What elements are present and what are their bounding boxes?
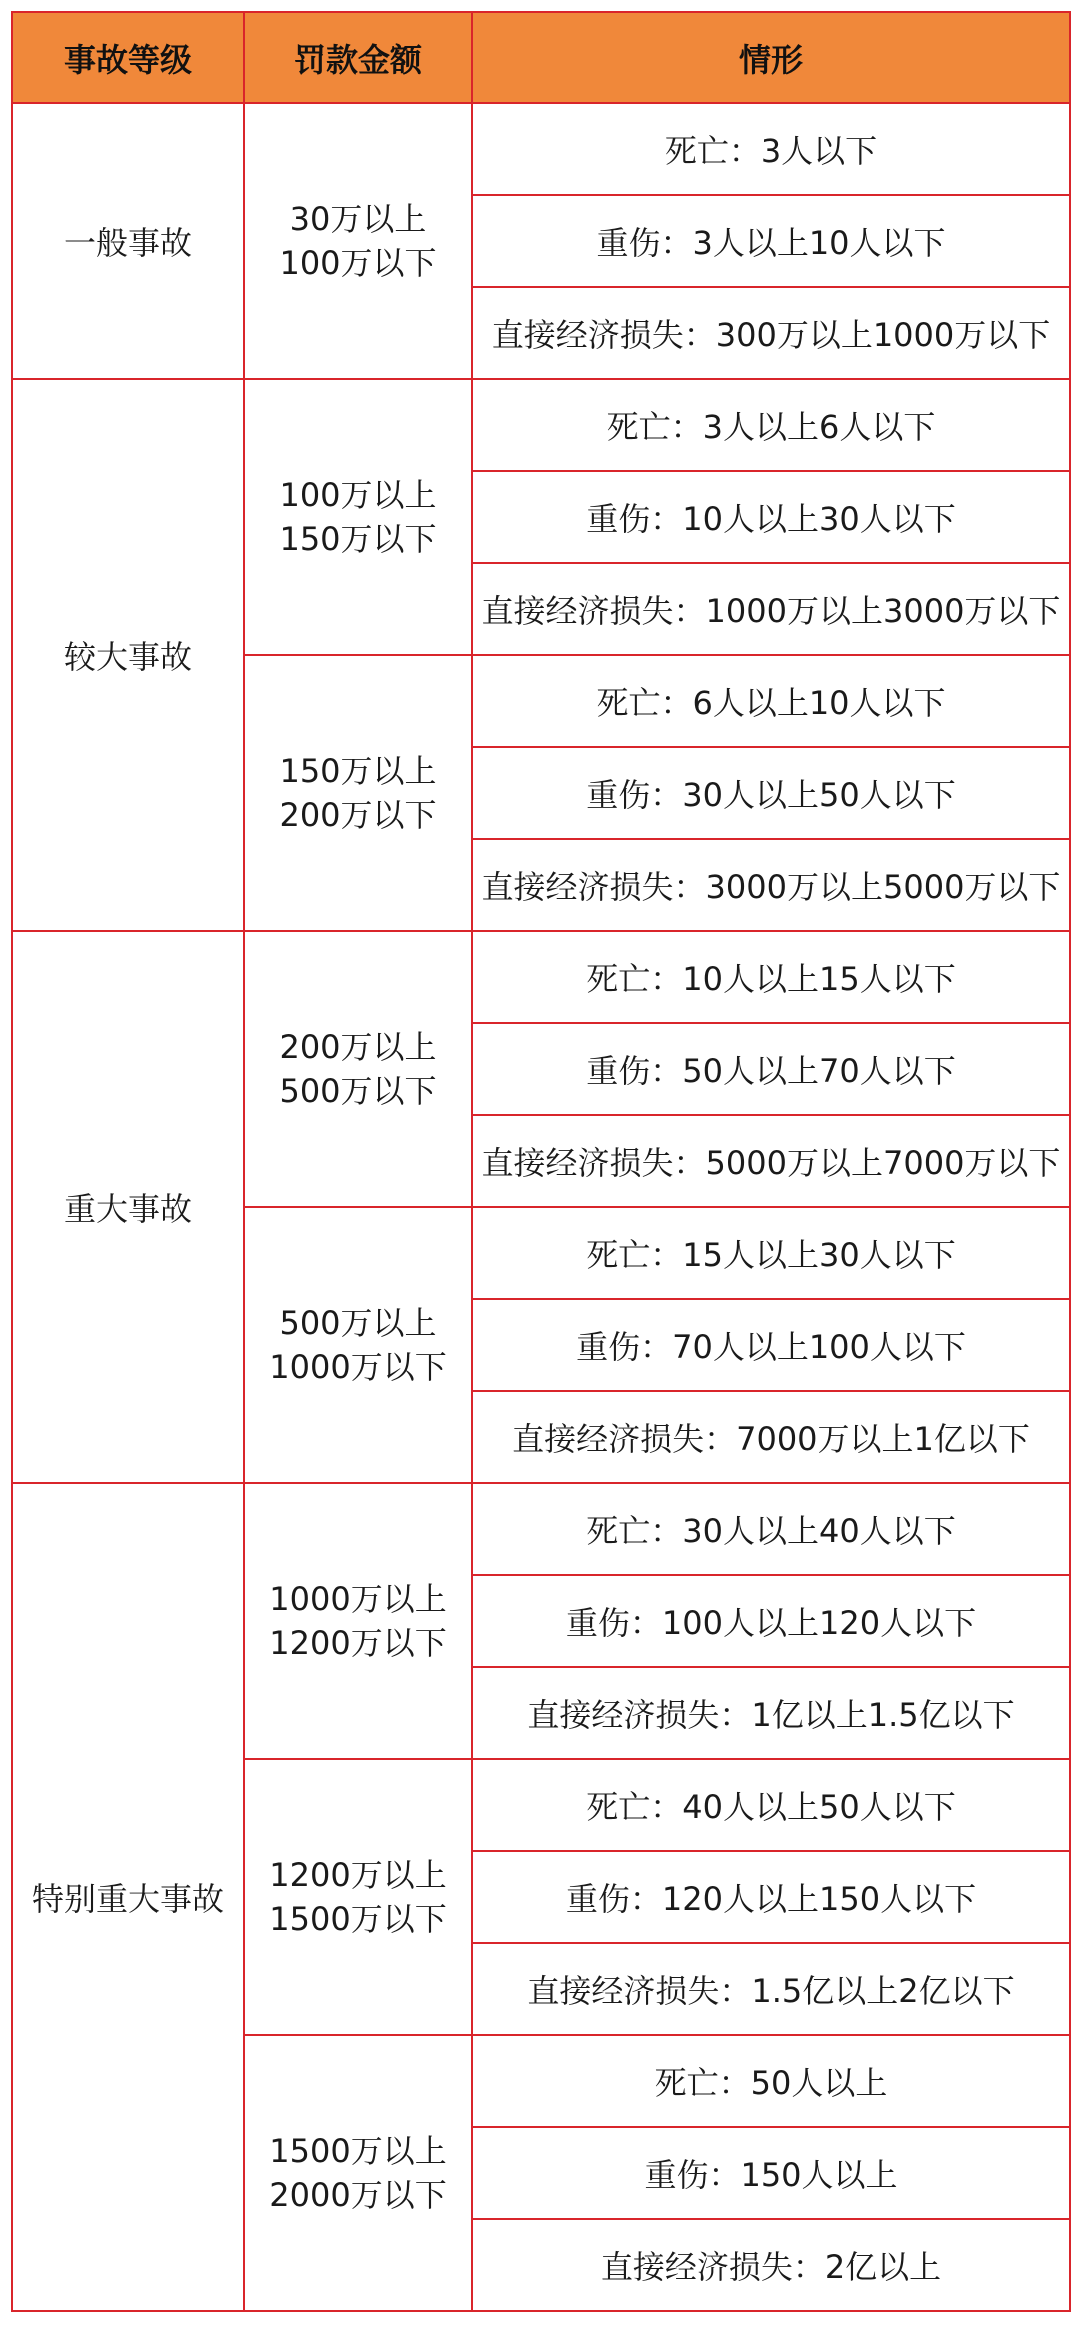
condition-injury: 重伤：120人以上150人以下 <box>472 1851 1070 1943</box>
level-major: 重大事故 <box>12 931 244 1483</box>
condition-death: 死亡：50人以上 <box>472 2035 1070 2127</box>
fine-cell <box>244 931 472 1207</box>
condition-death: 死亡：15人以上30人以下 <box>472 1207 1070 1299</box>
fine-cell <box>244 655 472 931</box>
fine-max: 200万以下 <box>279 796 437 834</box>
condition-loss: 直接经济损失：1亿以上1.5亿以下 <box>472 1667 1070 1759</box>
header-level: 事故等级 <box>12 12 244 103</box>
condition-injury: 重伤：70人以上100人以下 <box>472 1299 1070 1391</box>
fine-min: 150万以上 <box>279 752 437 790</box>
header-fine: 罚款金额 <box>244 12 472 103</box>
fine-max: 1200万以下 <box>269 1624 447 1662</box>
condition-death: 死亡：3人以上6人以下 <box>472 379 1070 471</box>
condition-death: 死亡：30人以上40人以下 <box>472 1483 1070 1575</box>
accident-fine-table <box>11 11 1071 2312</box>
condition-death: 死亡：6人以上10人以下 <box>472 655 1070 747</box>
condition-loss: 直接经济损失：300万以上1000万以下 <box>472 287 1070 379</box>
fine-max: 1500万以下 <box>269 1900 447 1938</box>
fine-max: 500万以下 <box>279 1072 437 1110</box>
condition-loss: 直接经济损失：7000万以上1亿以下 <box>472 1391 1070 1483</box>
fine-cell <box>244 379 472 655</box>
condition-loss: 直接经济损失：5000万以上7000万以下 <box>472 1115 1070 1207</box>
fine-min: 200万以上 <box>279 1028 437 1066</box>
level-larger: 较大事故 <box>12 379 244 931</box>
header-row <box>12 12 1070 103</box>
fine-min: 30万以上 <box>289 200 427 238</box>
table-row <box>12 1483 1070 1575</box>
table-row <box>12 931 1070 1023</box>
fine-max: 150万以下 <box>279 520 437 558</box>
condition-injury: 重伤：10人以上30人以下 <box>472 471 1070 563</box>
fine-cell <box>244 1759 472 2035</box>
fine-min: 500万以上 <box>279 1304 437 1342</box>
condition-loss: 直接经济损失：3000万以上5000万以下 <box>472 839 1070 931</box>
condition-loss: 直接经济损失：1.5亿以上2亿以下 <box>472 1943 1070 2035</box>
condition-death: 死亡：3人以下 <box>472 103 1070 195</box>
fine-max: 100万以下 <box>279 244 437 282</box>
level-especially-major: 特别重大事故 <box>12 1483 244 2311</box>
condition-loss: 直接经济损失：2亿以上 <box>472 2219 1070 2311</box>
fine-cell <box>244 2035 472 2311</box>
condition-injury: 重伤：100人以上120人以下 <box>472 1575 1070 1667</box>
fine-max: 1000万以下 <box>269 1348 447 1386</box>
fine-max: 2000万以下 <box>269 2176 447 2214</box>
fine-min: 1500万以上 <box>269 2132 447 2170</box>
condition-injury: 重伤：3人以上10人以下 <box>472 195 1070 287</box>
table-row <box>12 103 1070 195</box>
fine-cell <box>244 103 472 379</box>
fine-min: 1000万以上 <box>269 1580 447 1618</box>
condition-death: 死亡：10人以上15人以下 <box>472 931 1070 1023</box>
fine-min: 1200万以上 <box>269 1856 447 1894</box>
condition-death: 死亡：40人以上50人以下 <box>472 1759 1070 1851</box>
fine-cell <box>244 1207 472 1483</box>
condition-injury: 重伤：30人以上50人以下 <box>472 747 1070 839</box>
level-general: 一般事故 <box>12 103 244 379</box>
fine-cell <box>244 1483 472 1759</box>
fine-min: 100万以上 <box>279 476 437 514</box>
condition-injury: 重伤：150人以上 <box>472 2127 1070 2219</box>
condition-loss: 直接经济损失：1000万以上3000万以下 <box>472 563 1070 655</box>
header-condition: 情形 <box>472 12 1070 103</box>
condition-injury: 重伤：50人以上70人以下 <box>472 1023 1070 1115</box>
table-row <box>12 379 1070 471</box>
